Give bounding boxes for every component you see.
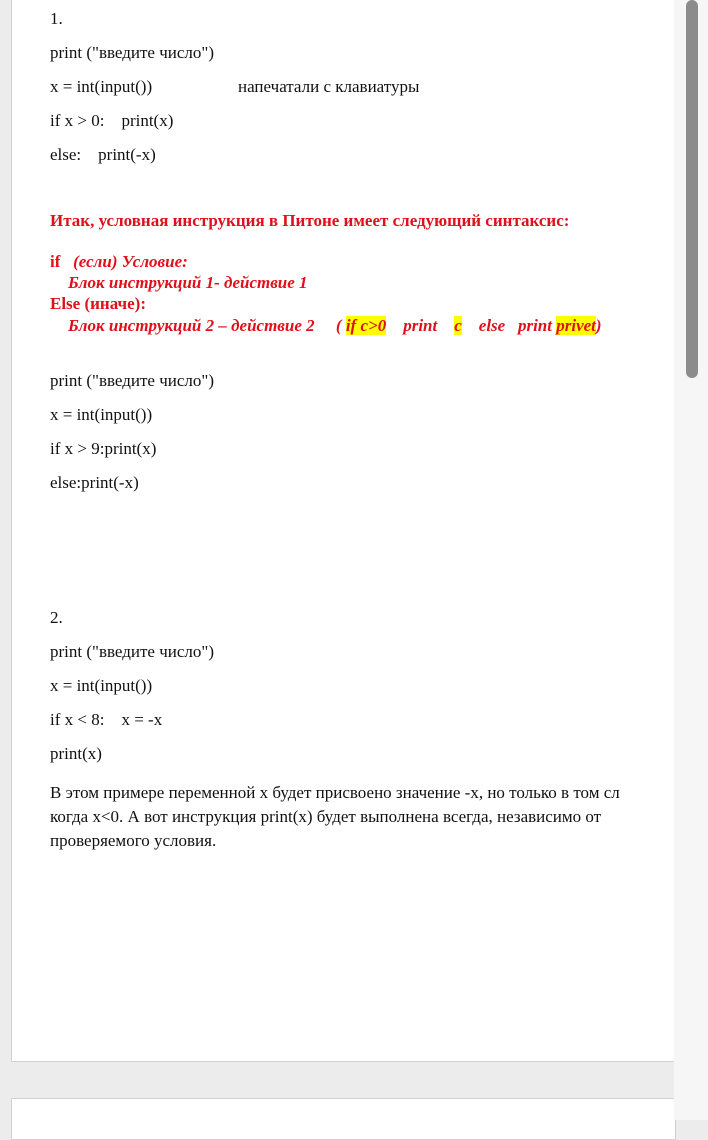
code-line: x = int(input()) [50,676,153,695]
if-keyword: if [50,252,61,271]
code-line: else:print(-x) [50,473,139,492]
next-page [11,1098,676,1140]
syntax-block-2: Блок инструкций 2 – действие 2 [68,316,315,335]
if-condition-label: (если) Условие: [73,252,188,271]
syntax-else-line: Else (иначе): [50,294,146,313]
code-line: print ("введите число") [50,43,214,62]
code-line: x = int(input()) [50,77,153,96]
explanation-paragraph: В этом примере переменной x будет присвоено значение -x, но только в том сл когда x<0. А вот инструкция print(x) будет выполнена всегда, независимо от проверяемого условия. [50,783,620,850]
scrollbar-thumb[interactable] [686,0,698,378]
scrollbar[interactable] [674,0,708,1120]
code-line: if x < 8: x = -x [50,710,163,729]
syntax-block-1: Блок инструкций 1- действие 1 [68,273,308,292]
highlight-if-c: if c>0 [345,316,387,335]
code-line: else: print(-x) [50,145,156,164]
code-line: if x > 0: print(x) [50,111,174,130]
highlight-c: c [454,316,462,335]
section-number-2: 2. [50,608,63,627]
code-line: print ("введите число") [50,642,214,661]
syntax-heading: Итак, условная инструкция в Питоне имеет следующий синтаксис: [50,211,570,230]
document-page [11,0,676,1062]
code-line: if x > 9:print(x) [50,439,157,458]
syntax-if-line [50,252,188,272]
code-line: print ("введите число") [50,371,214,390]
code-comment: напечатали с клавиатуры [238,77,420,96]
section-number-1: 1. [50,9,63,28]
code-line: print(x) [50,744,102,763]
highlight-privet: privet [556,316,596,335]
syntax-block-2-line: Блок инструкций 2 – действие 2 ( if c>0 print c else print privet) [68,316,602,335]
code-line: x = int(input()) [50,405,153,424]
